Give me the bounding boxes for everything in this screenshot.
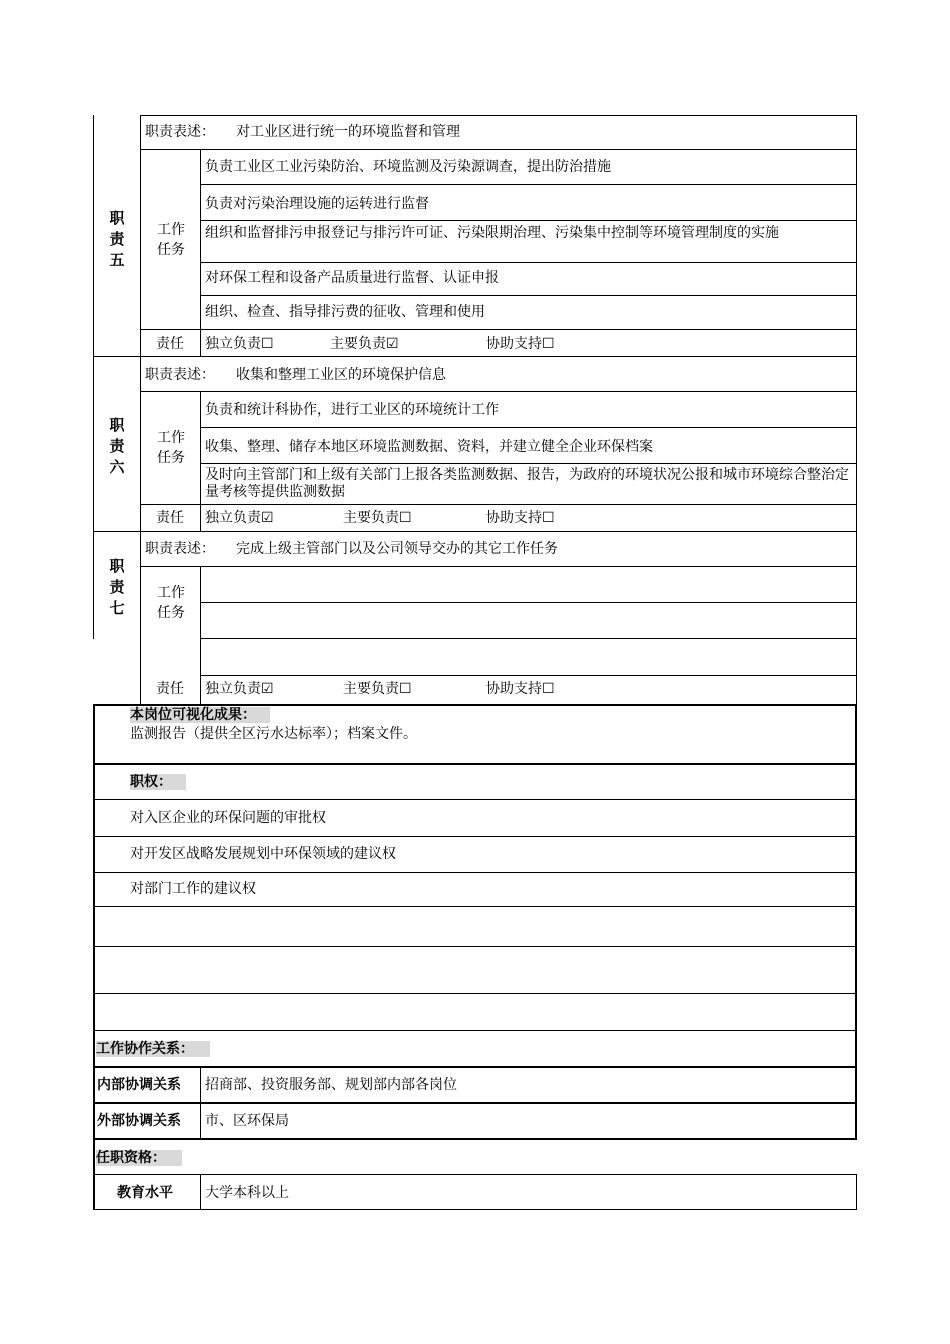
internal-value: 招商部、投资服务部、规划部内部各岗位: [205, 1077, 457, 1093]
duty7-resp-label: 责任: [156, 681, 184, 697]
duty5-resp-independent[interactable]: 独立负责☐: [205, 336, 274, 352]
education-label: 教育水平: [117, 1185, 173, 1201]
duty5-task-5: 组织、检查、指导排污费的征收、管理和使用: [205, 304, 485, 320]
duty5-task-2: 负责对污染治理设施的运转进行监督: [205, 196, 429, 212]
duty5-task-4: 对环保工程和设备产品质量进行监督、认证申报: [205, 270, 499, 286]
duty6-statement-label: 职责表述：: [145, 367, 215, 383]
duty6-resp-main[interactable]: 主要负责☐: [343, 510, 412, 526]
results-text: 监测报告（提供全区污水达标率）；档案文件。: [130, 726, 417, 742]
duty7-resp-main[interactable]: 主要负责☐: [343, 681, 412, 697]
qualification-heading: 任职资格：: [96, 1150, 182, 1167]
duty6-resp-assist[interactable]: 协助支持☐: [486, 510, 555, 526]
duty7-tasks-label: 工作 任务: [157, 585, 185, 621]
duty5-label: 职 责 五: [109, 209, 125, 269]
duty7-resp-independent[interactable]: 独立负责☑: [205, 681, 274, 697]
duty6-resp-label: 责任: [156, 510, 184, 526]
duty6-resp-independent[interactable]: 独立负责☑: [205, 510, 274, 526]
duty6-task-2: 收集、整理、储存本地区环境监测数据、资料，并建立健全企业环保档案: [205, 439, 653, 455]
duty5-statement: 对工业区进行统一的环境监督和管理: [236, 124, 460, 140]
duty6-tasks-label: 工作 任务: [157, 430, 185, 466]
education-value: 大学本科以上: [205, 1185, 289, 1201]
duty5-task-3: 组织和监督排污申报登记与排污许可证、污染限期治理、污染集中控制等环境管理制度的实施: [205, 225, 779, 241]
duty6-task-1: 负责和统计科协作，进行工业区的环境统计工作: [205, 402, 499, 418]
internal-label: 内部协调关系: [97, 1077, 181, 1093]
duty5-resp-main[interactable]: 主要负责☑: [330, 336, 399, 352]
authority-item-3: 对部门工作的建议权: [130, 881, 256, 897]
duty7-label: 职 责 七: [109, 557, 125, 617]
duty7-resp-assist[interactable]: 协助支持☐: [486, 681, 555, 697]
external-value: 市、区环保局: [205, 1113, 289, 1129]
cooperation-heading: 工作协作关系：: [96, 1041, 210, 1058]
duty5-statement-label: 职责表述：: [145, 124, 215, 140]
duty7-statement: 完成上级主管部门以及公司领导交办的其它工作任务: [236, 541, 558, 557]
duty7-statement-label: 职责表述：: [145, 541, 215, 557]
duty5-tasks-label: 工作 任务: [157, 222, 185, 258]
duty5-resp-label: 责任: [156, 336, 184, 352]
authority-item-2: 对开发区战略发展规划中环保领域的建议权: [130, 846, 396, 862]
authority-heading: 职权：: [130, 774, 186, 791]
authority-item-1: 对入区企业的环保问题的审批权: [130, 810, 326, 826]
duty6-label: 职 责 六: [109, 416, 125, 476]
duty6-statement: 收集和整理工业区的环境保护信息: [236, 367, 446, 383]
results-heading: 本岗位可视化成果：: [130, 707, 270, 724]
duty6-task-3: 及时向主管部门和上级有关部门上报各类监测数据、报告，为政府的环境状况公报和城市环境综合整治定量考核等提供监测数据: [205, 467, 849, 500]
external-label: 外部协调关系: [97, 1113, 181, 1129]
duty5-resp-assist[interactable]: 协助支持☐: [486, 336, 555, 352]
duty5-task-1: 负责工业区工业污染防治、环境监测及污染源调查，提出防治措施: [205, 159, 611, 175]
